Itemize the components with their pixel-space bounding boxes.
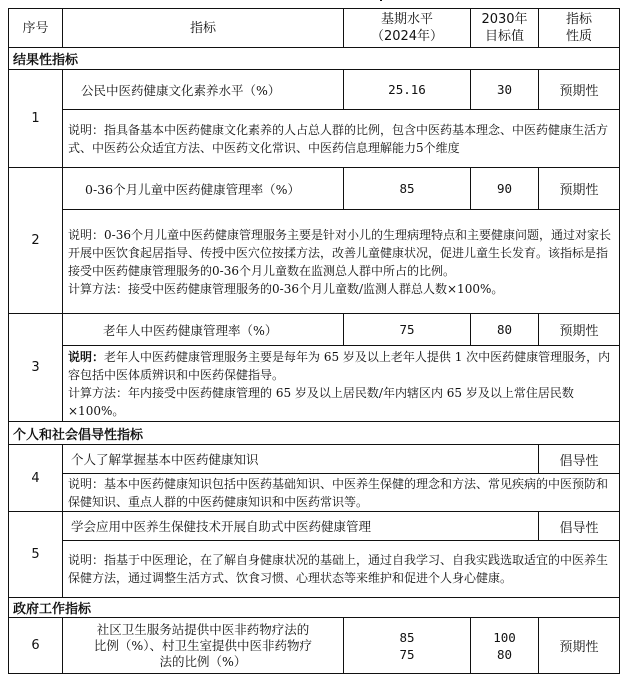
indicator-nature: 预期性 [539, 168, 620, 210]
section-row-government [9, 598, 620, 618]
note-row [9, 541, 620, 598]
baseline-value [344, 618, 471, 674]
baseline-value: 75 [344, 314, 471, 346]
indicator-name-line2: 比例（%）、村卫生室提供中医非药物疗 [93, 637, 313, 653]
indicator-name: 公民中医药健康文化素养水平（%） [63, 70, 344, 110]
note-label: 说明： [68, 349, 105, 364]
indicator-table [8, 8, 620, 674]
note-row [9, 346, 620, 422]
target-value: 30 [471, 70, 539, 110]
header-nature-line1: 指标 [565, 12, 592, 27]
row-number: 3 [9, 314, 63, 422]
section-row-outcome [9, 48, 620, 70]
indicator-name [63, 618, 344, 674]
target-value-2: 80 [496, 646, 513, 662]
section-label: 政府工作指标 [9, 598, 620, 618]
indicator-nature: 倡导性 [539, 445, 620, 474]
title-underline-mark [380, 0, 382, 1]
table-row [9, 314, 620, 346]
baseline-value-1: 85 [399, 629, 415, 645]
indicator-note [63, 210, 620, 314]
table-row [9, 70, 620, 110]
indicator-name: 老年人中医药健康管理率（%） [63, 314, 344, 346]
table-row [9, 618, 620, 674]
note-description [68, 348, 614, 384]
header-baseline [344, 9, 471, 48]
row-number: 4 [9, 445, 63, 512]
header-baseline-line2: （2024年） [370, 29, 444, 44]
note-description: 说明：0-36个月儿童中医药健康管理服务主要是针对小儿的生理病理特点和主要健康问题，通过对家长开展中医饮食起居指导、传授中医穴位按揉方法，改善儿童健康状况，促进儿童生长发育。该指标是指接受中医药健康管理服务的0-36个月儿童数在监测总人群中所占的比例。 [68, 227, 611, 278]
table-row [9, 512, 620, 541]
header-nature [539, 9, 620, 48]
row-number: 1 [9, 70, 63, 168]
indicator-name: 个人了解掌握基本中医药健康知识 [63, 445, 539, 474]
header-indicator: 指标 [63, 9, 344, 48]
indicator-name-line3: 法的比例（%） [159, 653, 247, 669]
header-target-line2: 目标值 [484, 29, 524, 44]
target-value: 80 [471, 314, 539, 346]
note-row [9, 474, 620, 512]
indicator-note [63, 346, 620, 422]
note-row [9, 110, 620, 168]
indicator-name-line1: 社区卫生服务站提供中医非药物疗法的 [96, 621, 310, 637]
header-target [471, 9, 539, 48]
target-value [471, 618, 539, 674]
baseline-value-2: 75 [399, 646, 415, 662]
header-no: 序号 [9, 9, 63, 48]
note-text: 老年人中医药健康管理服务主要是每年为 65 岁及以上老年人提供 1 次中医药健康管理服务，内容包括中医体质辨识和中医药保健指导。 [68, 349, 611, 382]
indicator-name: 学会应用中医养生保健技术开展自助式中医药健康管理 [63, 512, 539, 541]
section-label: 结果性指标 [9, 48, 620, 70]
note-row [9, 210, 620, 314]
note-formula: 计算方法：年内接受中医药健康管理的 65 岁及以上居民数/年内辖区内 65 岁及以上常住居民数×100%。 [68, 385, 574, 418]
indicator-nature: 倡导性 [539, 512, 620, 541]
table-row [9, 445, 620, 474]
header-baseline-line1: 基期水平 [380, 12, 433, 27]
baseline-value: 85 [344, 168, 471, 210]
indicator-name: 0-36个月儿童中医药健康管理率（%） [63, 168, 344, 210]
cropped-title-text [232, 0, 382, 5]
indicator-nature: 预期性 [539, 314, 620, 346]
table-row [9, 168, 620, 210]
indicator-nature: 预期性 [539, 70, 620, 110]
section-row-advocacy [9, 422, 620, 445]
baseline-value: 25.16 [344, 70, 471, 110]
table-header-row [9, 9, 620, 48]
row-number: 6 [9, 618, 63, 674]
header-target-line1: 2030年 [481, 12, 528, 27]
indicator-note: 说明：基本中医药健康知识包括中医药基础知识、中医养生保健的理念和方法、常见疾病的中医预防和保健知识、重点人群的中医药健康知识和中医药常识等。 [63, 474, 620, 512]
row-number: 5 [9, 512, 63, 598]
indicator-note: 说明：指基于中医理论，在了解自身健康状况的基础上，通过自我学习、自我实践选取适宜的中医养生保健方法，通过调整生活方式、饮食习惯、心理状态等来维护和促进个人身心健康。 [63, 541, 620, 598]
indicator-nature: 预期性 [539, 618, 620, 674]
target-value-1: 100 [493, 629, 516, 645]
row-number: 2 [9, 168, 63, 314]
indicator-note: 说明：指具备基本中医药健康文化素养的人占总人群的比例，包含中医药基本理念、中医药健康生活方式、中医药公众适宜方法、中医药文化常识、中医药信息理解能力5个维度 [63, 110, 620, 168]
note-formula: 计算方法：接受中医药健康管理服务的0-36个月儿童数/监测人群总人数×100%。 [68, 281, 504, 296]
header-nature-line2: 性质 [565, 29, 592, 44]
target-value: 90 [471, 168, 539, 210]
section-label: 个人和社会倡导性指标 [9, 422, 620, 445]
